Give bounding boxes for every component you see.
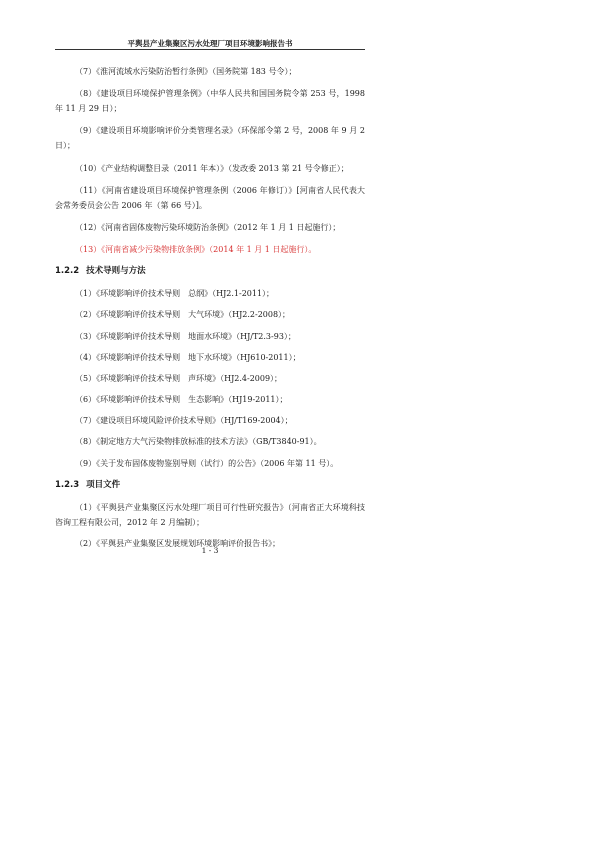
guideline-item-2: （2）《环境影响评价技术导则 大气环境》（HJ2.2-2008）； — [75, 310, 291, 320]
guideline-item-1: （1）《环境影响评价技术导则 总纲》（HJ2.1-2011）； — [75, 289, 275, 299]
project-documents-list — [55, 500, 365, 551]
guideline-item-5: （5）《环境影响评价技术导则 声环境》（HJ2.4-2009）； — [75, 373, 283, 383]
page-header-title: 平舆县产业集聚区污水处理厂项目环境影响报告书 — [127, 39, 293, 48]
page-number: 1 - 3 — [201, 546, 219, 555]
law-item-9: （9）《建设项目环境影响评价分类管理名录》（环保部令第 2 号，2008 年 9 月 2 日）； — [55, 126, 365, 151]
guideline-item-3: （3）《环境影响评价技术导则 地面水环境》（HJ/T2.3-93）； — [75, 331, 296, 341]
project-document-item-2: （2）《平舆县产业集聚区发展规划环境影响评价报告书》； — [75, 538, 281, 548]
guideline-item-8: （8）《制定地方大气污染物排放标准的技术方法》（GB/T3840-91）。 — [75, 437, 322, 447]
section-number: 1.2.3 — [55, 479, 80, 490]
law-item-11: （11）《河南省建设项目环境保护管理条例（2006 年修订）》[河南省人民代表大会常务委员会公告 2006 年（第 66 号）]。 — [55, 185, 365, 210]
document-body — [55, 64, 365, 557]
guideline-item-4: （4）《环境影响评价技术导则 地下水环境》（HJ610-2011）； — [75, 352, 301, 362]
law-item-8: （8）《建设项目环境保护管理条例》（中华人民共和国国务院令第 253 号，1998 年 11 月 29 日）； — [55, 89, 365, 114]
law-item-13-highlighted: （13）《河南省减少污染物排放条例》（2014 年 1 月 1 日起施行）。 — [75, 245, 317, 255]
law-item-12: （12）《河南省固体废物污染环境防治条例》（2012 年 1 月 1 日起施行）； — [75, 222, 341, 232]
guideline-item-9: （9）《关于发布固体废物鉴别导则（试行）的公告》（2006 年第 11 号）。 — [75, 458, 339, 468]
section-heading-1-2-3 — [55, 479, 365, 491]
section-title: 技术导则与方法 — [86, 266, 146, 277]
guideline-item-6: （6）《环境影响评价技术导则 生态影响》（HJ19-2011）； — [75, 395, 288, 405]
law-item-7: （7）《淮河流域水污染防治暂行条例》（国务院第 183 号令）； — [75, 67, 297, 76]
law-item-10: （10）《产业结构调整目录（2011 年本）》（发改委 2013 第 21 号令修正）； — [75, 163, 349, 173]
guideline-item-7: （7）《建设项目环境风险评价技术导则》（HJ/T169-2004）； — [75, 416, 293, 426]
section-number: 1.2.2 — [55, 266, 80, 277]
section-title: 项目文件 — [86, 479, 121, 490]
section-heading-1-2-2 — [55, 265, 365, 277]
header-rule — [55, 49, 365, 50]
technical-guidelines-list — [55, 286, 365, 471]
project-document-item-1: （1）《平舆县产业集聚区污水处理厂项目可行性研究报告》（河南省正大环境科技咨询工程有限公司，2012 年 2 月编制）； — [55, 502, 365, 527]
